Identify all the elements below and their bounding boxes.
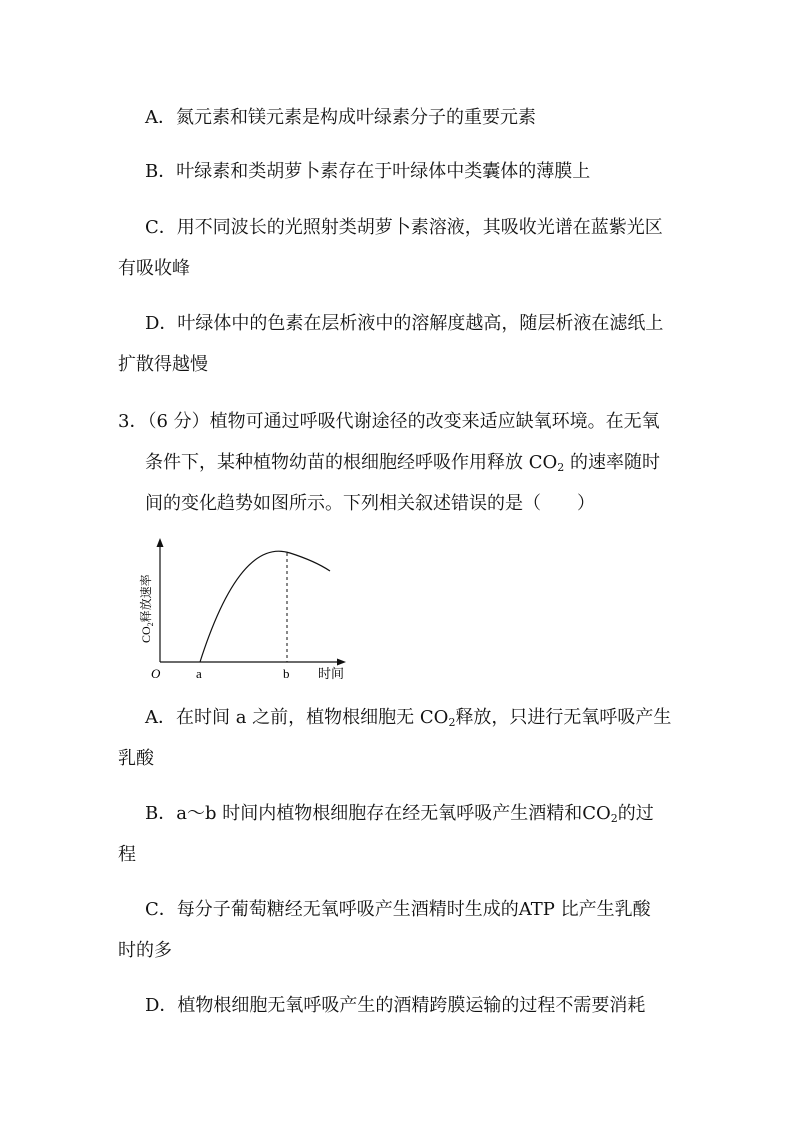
- q3-option-d-line1: D．植物根细胞无氧呼吸产生的酒精跨膜运输的过程不需要消耗: [145, 995, 646, 1016]
- q2-option-c-line1: C．用不同波长的光照射类胡萝卜素溶液，其吸收光谱在蓝紫光区: [145, 217, 663, 238]
- q3-option-b-line2: 程: [118, 844, 136, 865]
- q3-stem-line2: 条件下，某种植物幼苗的根细胞经呼吸作用释放 $CO_2$ 的速率随时: [145, 452, 660, 474]
- q2-option-a: A．氮元素和镁元素是构成叶绿素分子的重要元素: [145, 107, 536, 128]
- q2-option-c-line2: 有吸收峰: [118, 258, 190, 279]
- q3-stem-line1: 3．（6 分）植物可通过呼吸代谢途径的改变来适应缺氧环境。在无氧: [118, 411, 660, 432]
- q3-stem-line3: 间的变化趋势如图所示。下列相关叙述错误的是（ ）: [145, 493, 595, 514]
- y-axis-label: $CO_2$释放速率: [139, 574, 155, 643]
- q3-option-a-line2: 乳酸: [118, 748, 154, 769]
- q3-option-c-line1: C．每分子葡萄糖经无氧呼吸产生酒精时生成的ATP 比产生乳酸: [145, 899, 651, 920]
- q2-option-d-line1: D．叶绿体中的色素在层析液中的溶解度越高，随层析液在滤纸上: [145, 313, 664, 334]
- x-axis-arrow: [337, 659, 346, 666]
- q2-option-d-line2: 扩散得越慢: [118, 354, 208, 375]
- x-axis-label: 时间: [318, 666, 345, 681]
- y-axis-arrow: [157, 538, 164, 547]
- q3-option-a-line1: A．在时间 a 之前，植物根细胞无 $CO_2$释放，只进行无氧呼吸产生: [145, 707, 672, 729]
- q3-option-c-line2: 时的多: [118, 940, 172, 961]
- q3-option-b-line1: B．a～b 时间内植物根细胞存在经无氧呼吸产生酒精和$CO_2$的过: [145, 803, 654, 825]
- co2-release-rate-graph: [130, 535, 355, 685]
- rate-curve: [200, 551, 330, 662]
- origin-label: O: [151, 666, 161, 681]
- tick-a-label: a: [196, 666, 202, 681]
- q2-option-b: B．叶绿素和类胡萝卜素存在于叶绿体中类囊体的薄膜上: [145, 161, 591, 182]
- tick-b-label: b: [283, 666, 290, 681]
